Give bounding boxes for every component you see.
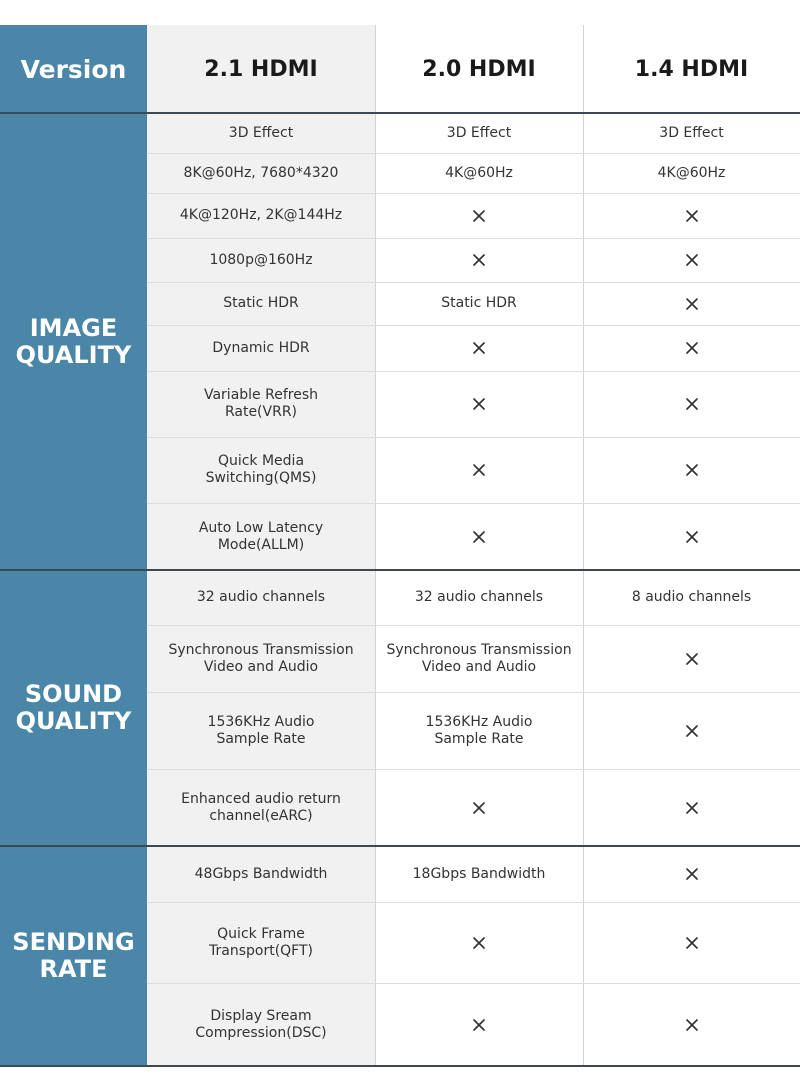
x-icon: [472, 463, 486, 477]
feature-cell: 4K@120Hz, 2K@144Hz: [179, 207, 343, 223]
column-header-1-4-hdmi: 1.4 HDMI: [634, 56, 749, 82]
section-label: SENDING RATE: [12, 928, 135, 983]
not-supported-cell: [375, 325, 583, 371]
section-divider: [0, 1065, 800, 1067]
x-icon: [685, 867, 699, 881]
x-icon: [472, 936, 486, 950]
x-icon: [685, 397, 699, 411]
feature-cell: Variable Refresh Rate(VRR): [203, 387, 318, 420]
feature-cell: 3D Effect: [446, 124, 512, 141]
x-icon: [685, 297, 699, 311]
feature-cell: 32 audio channels: [196, 589, 326, 605]
feature-cell: Display Sream Compression(DSC): [195, 1007, 327, 1041]
not-supported-cell: [583, 282, 800, 325]
feature-cell: 18Gbps Bandwidth: [412, 865, 546, 882]
feature-cell: 8 audio channels: [631, 589, 752, 605]
feature-cell: 4K@60Hz: [445, 164, 513, 181]
x-icon: [685, 724, 699, 738]
not-supported-cell: [375, 902, 583, 983]
not-supported-cell: [583, 983, 800, 1066]
x-icon: [685, 341, 699, 355]
feature-cell: 32 audio channels: [414, 589, 544, 605]
not-supported-cell: [583, 692, 800, 769]
feature-cell: 1080p@160Hz: [209, 251, 313, 268]
feature-cell: Dynamic HDR: [212, 339, 310, 356]
section-label: IMAGE QUALITY: [15, 313, 132, 369]
not-supported-cell: [375, 371, 583, 437]
section-label: SOUND QUALITY: [15, 680, 132, 735]
x-icon: [472, 1018, 486, 1032]
not-supported-cell: [583, 769, 800, 846]
feature-cell: Quick Media Switching(QMS): [205, 453, 317, 486]
not-supported-cell: [375, 193, 583, 238]
version-label: Version: [20, 54, 127, 84]
feature-cell: 3D Effect: [228, 124, 294, 141]
column-header-2-1-hdmi: 2.1 HDMI: [204, 56, 318, 82]
not-supported-cell: [583, 902, 800, 983]
feature-cell: 8K@60Hz, 7680*4320: [183, 164, 339, 181]
feature-cell: Synchronous Transmission Video and Audio: [168, 641, 354, 675]
x-icon: [472, 801, 486, 815]
feature-cell: 3D Effect: [659, 124, 724, 141]
not-supported-cell: [375, 503, 583, 570]
not-supported-cell: [583, 371, 800, 437]
x-icon: [472, 253, 486, 267]
not-supported-cell: [375, 983, 583, 1066]
x-icon: [685, 463, 699, 477]
not-supported-cell: [583, 503, 800, 570]
x-icon: [472, 341, 486, 355]
feature-cell: 1536KHz Audio Sample Rate: [207, 713, 315, 747]
feature-cell: Static HDR: [223, 295, 299, 311]
x-icon: [472, 209, 486, 223]
x-icon: [685, 530, 699, 544]
x-icon: [685, 936, 699, 950]
x-icon: [685, 1018, 699, 1032]
x-icon: [685, 652, 699, 666]
feature-cell: Quick Frame Transport(QFT): [209, 925, 313, 959]
x-icon: [472, 397, 486, 411]
feature-cell: 4K@60Hz: [657, 164, 726, 181]
not-supported-cell: [375, 238, 583, 282]
feature-cell: 1536KHz Audio Sample Rate: [425, 713, 533, 747]
column-header-2-0-hdmi: 2.0 HDMI: [422, 56, 536, 82]
feature-cell: Auto Low Latency Mode(ALLM): [198, 519, 324, 553]
x-icon: [472, 530, 486, 544]
not-supported-cell: [583, 437, 800, 503]
not-supported-cell: [583, 625, 800, 692]
x-icon: [685, 801, 699, 815]
feature-cell: Static HDR: [441, 295, 517, 311]
feature-cell: Synchronous Transmission Video and Audio: [386, 641, 572, 675]
not-supported-cell: [375, 437, 583, 503]
not-supported-cell: [583, 846, 800, 902]
not-supported-cell: [583, 193, 800, 238]
feature-cell: 48Gbps Bandwidth: [194, 865, 328, 882]
x-icon: [685, 209, 699, 223]
not-supported-cell: [583, 325, 800, 371]
feature-cell: Enhanced audio return channel(eARC): [181, 790, 341, 824]
not-supported-cell: [375, 769, 583, 846]
not-supported-cell: [583, 238, 800, 282]
x-icon: [685, 253, 699, 267]
